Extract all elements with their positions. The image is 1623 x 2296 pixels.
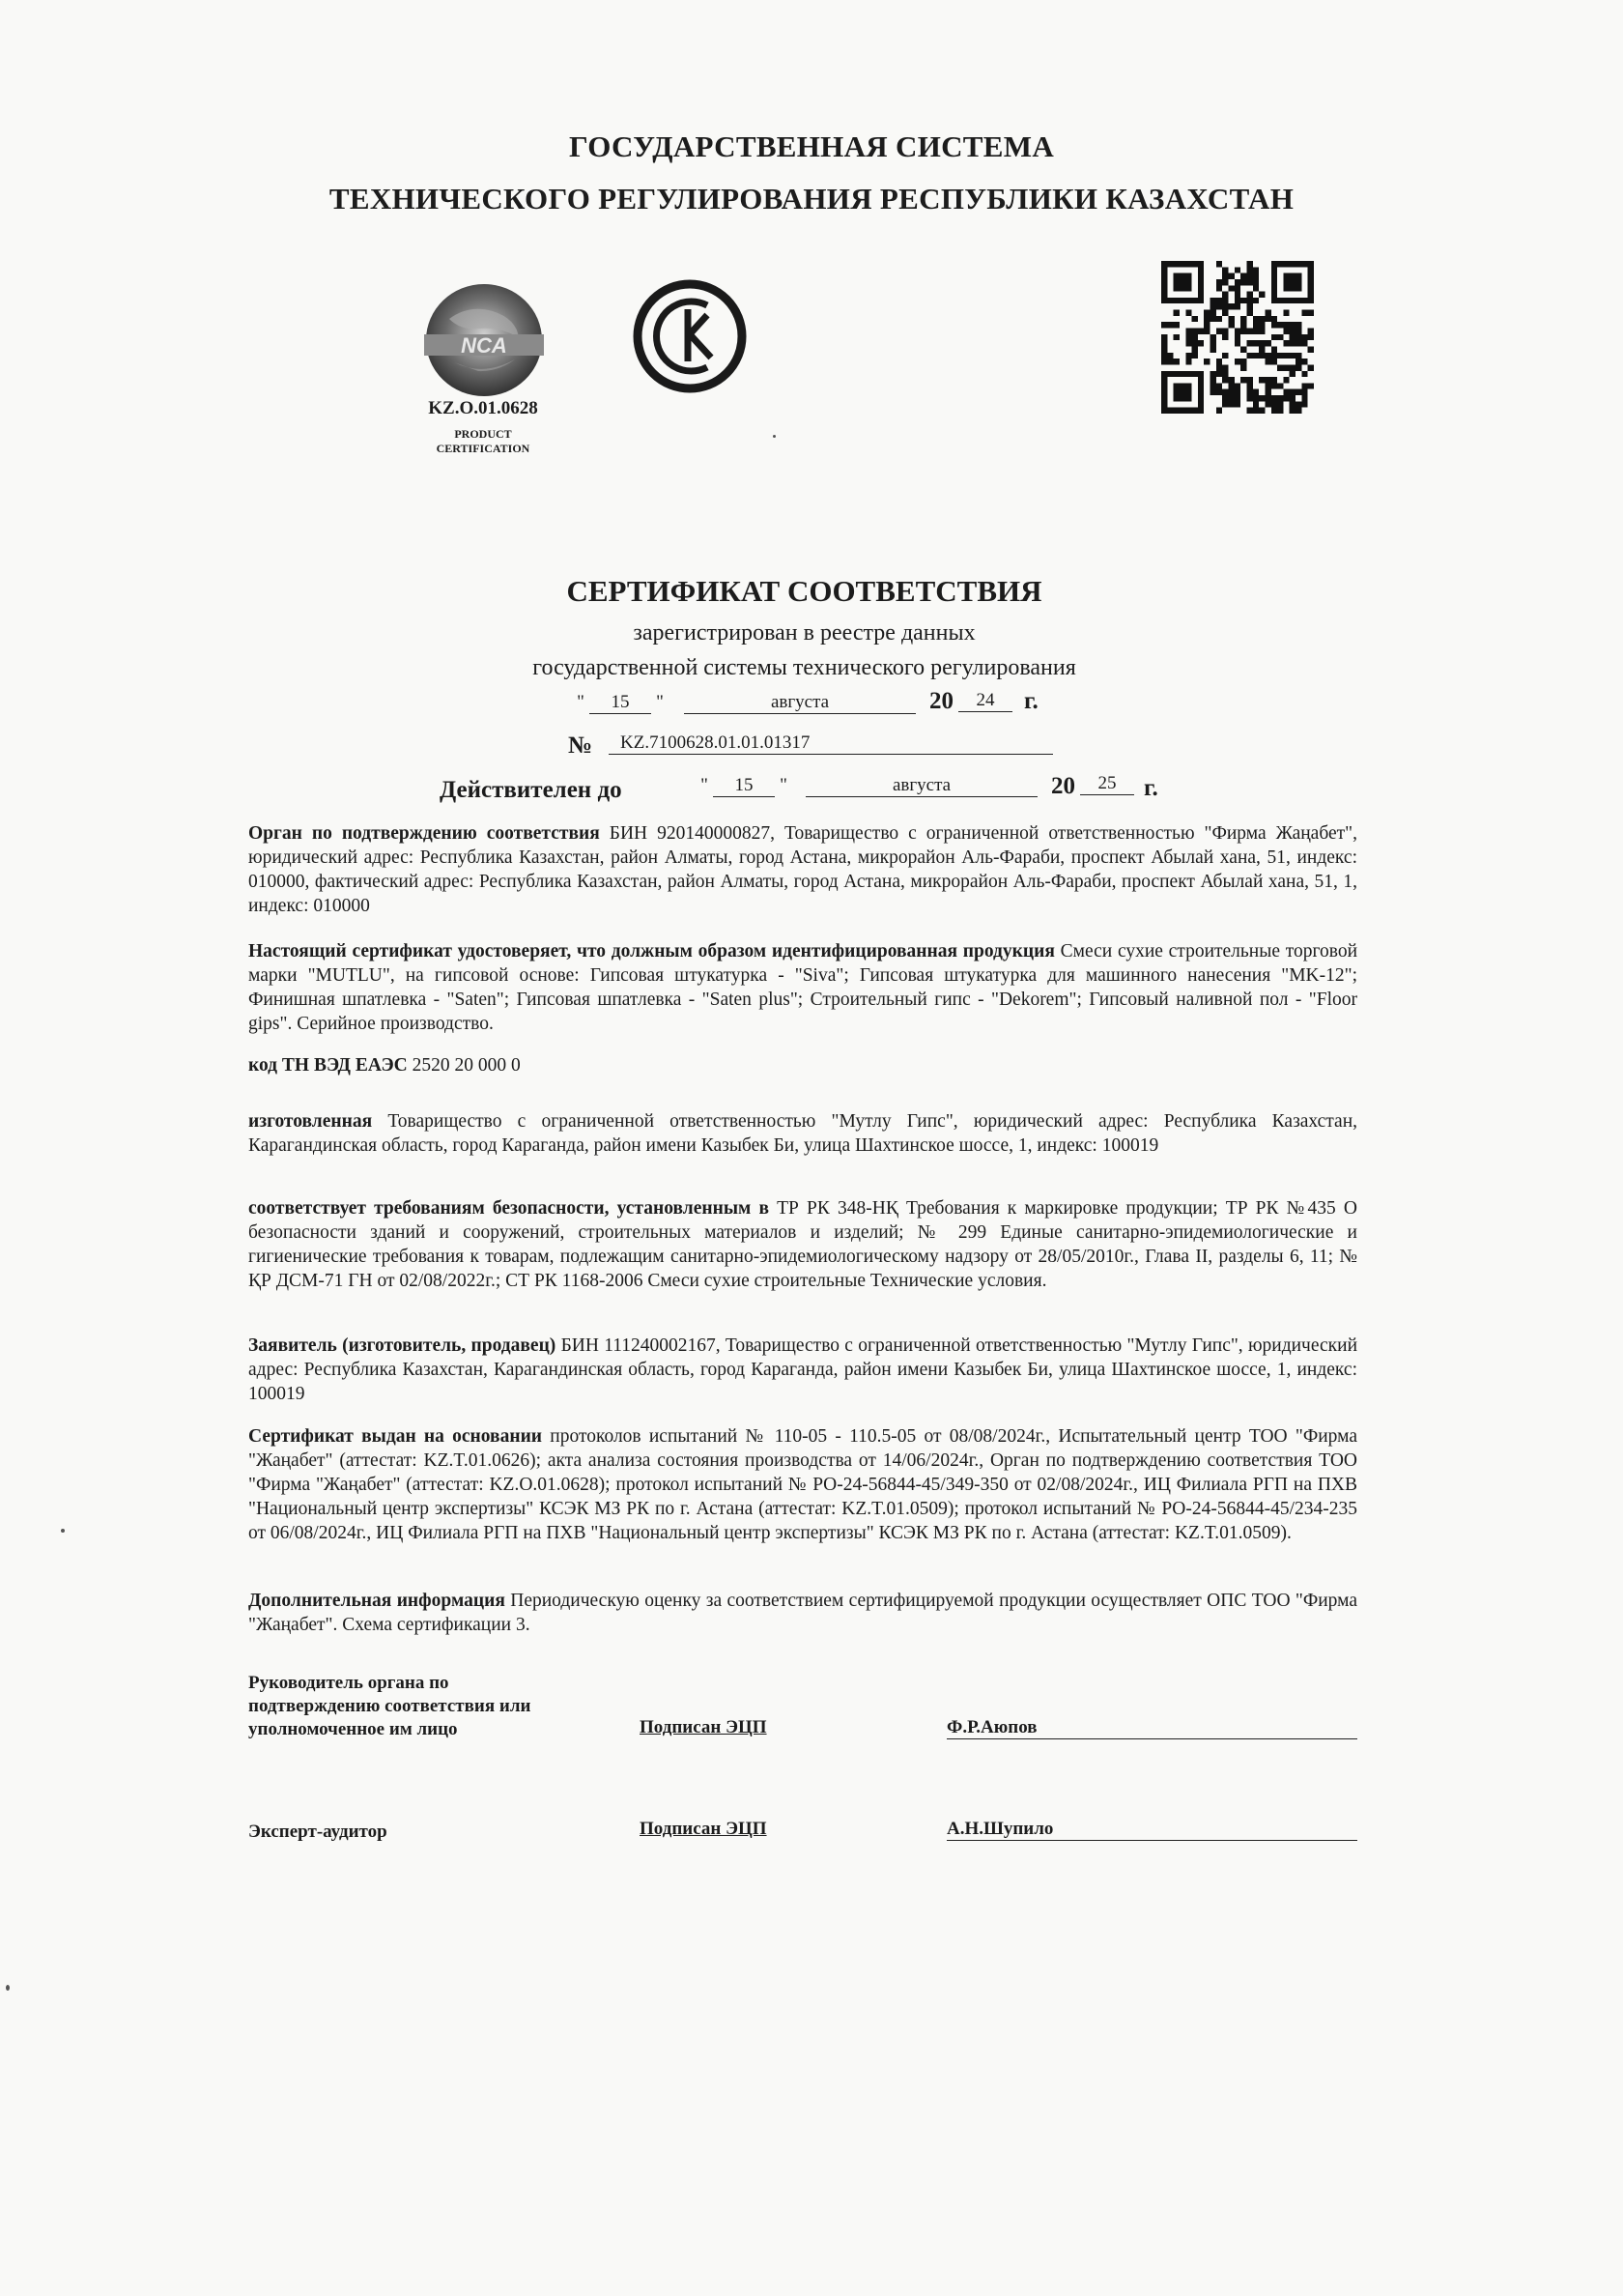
- kz-conformity-mark-icon: [630, 276, 750, 396]
- certificate-number: KZ.7100628.01.01.01317: [609, 732, 1053, 755]
- organ-text: БИН 920140000827, Товарищество с ограниченной ответственностью "Фирма Жаңабет", юридический адрес: Республика Казахстан, район Алматы, город Астана, микрорайон Аль-Фараби, проспект Абылай хана, 51, индекс: 010000, фактический адрес: Республика Казахстан, район Алматы, город Астана, микрорайон Аль-Фараби, проспект Абылай хана, 51, 1, индекс: 010000: [248, 823, 1358, 916]
- certificate-subtitle-2: государственной системы технического регулирования: [532, 655, 1076, 680]
- extra-text: Периодическую оценку за соответствием сертифицируемой продукции осуществляет ОПС ТОО "Фирма "Жаңабет". Схема сертификации 3.: [248, 1591, 1358, 1635]
- extra-paragraph: [248, 1589, 1357, 1637]
- code-paragraph: [248, 1053, 1357, 1077]
- certificate-subtitle-1: зарегистрирован в реестре данных: [633, 620, 976, 646]
- head-signatory-label: [248, 1672, 530, 1741]
- reg-month: августа: [684, 692, 916, 714]
- reg-year-prefix: 20: [929, 688, 954, 714]
- reg-year-word: г.: [1024, 688, 1039, 714]
- valid-quote-close: ": [780, 775, 787, 795]
- valid-until-label: Действителен до: [440, 777, 622, 803]
- made-label: изготовленная: [248, 1111, 373, 1132]
- product-paragraph: [248, 939, 1357, 1036]
- basis-label: Сертификат выдан на основании: [248, 1426, 543, 1447]
- seal-subtitle: [411, 427, 555, 456]
- valid-quote-open: ": [700, 775, 708, 795]
- reg-quote-close: ": [656, 692, 664, 712]
- extra-label: Дополнительная информация: [248, 1591, 505, 1611]
- applicant-paragraph: [248, 1334, 1357, 1406]
- seal-sub-product: PRODUCT: [454, 427, 512, 441]
- header-line-1: ГОСУДАРСТВЕННАЯ СИСТЕМА: [568, 129, 1055, 163]
- applicant-text: БИН 111240002167, Товарищество с ограниченной ответственностью "Мутлу Гипс", юридический адрес: Республика Казахстан, Карагандинская область, город Караганда, район имени Казыбек Би, улица Шахтинское шоссе, 1, индекс: 100019: [248, 1335, 1357, 1404]
- conforms-text: ТР РК 348-НҚ Требования к маркировке продукции; ТР РК №435 О безопасности зданий и сооружений, строительных материалов и изделий; № 299 Единые санитарно-эпидемиологические и гигиенические требования к товарам, подлежащим санитарно-эпидемиологическому надзору от 28/05/2010г., Глава II, разделы 6, 11; № ҚР ДСМ-71 ГН от 02/08/2022г.; СТ РК 1168-2006 Смеси сухие строительные Технические условия.: [248, 1198, 1358, 1291]
- reg-year-suffix: 24: [958, 690, 1012, 712]
- expert-label: Эксперт-аудитор: [248, 1822, 387, 1842]
- code-text: 2520 20 000 0: [412, 1055, 521, 1076]
- valid-year-prefix: 20: [1051, 773, 1075, 799]
- product-label: Настоящий сертификат удостоверяет, что должным образом идентифицированная продукция: [248, 941, 1055, 961]
- seal-code: KZ.O.01.0628: [428, 398, 538, 418]
- head-line-1: Руководитель органа по: [248, 1673, 449, 1693]
- head-line-3: уполномоченное им лицо: [248, 1719, 458, 1739]
- organ-paragraph: [248, 821, 1357, 918]
- code-label: код ТН ВЭД ЕАЭС: [248, 1055, 408, 1076]
- expert-name: А.Н.Шупило: [947, 1819, 1357, 1841]
- product-text: Смеси сухие строительные торговой марки "MUTLU", на гипсовой основе: Гипсовая штукатурка - "Siva"; Гипсовая штукатурка для машинного нанесения "MK-12"; Финишная шпатлевка - "Saten"; Гипсовая шпатлевка - "Saten plus"; Строительный гипс - "Dekorem"; Гипсовый наливной пол - "Floor gips". Серийное производство.: [248, 941, 1358, 1034]
- header-line-2: ТЕХНИЧЕСКОГО РЕГУЛИРОВАНИЯ РЕСПУБЛИКИ КАЗАХСТАН: [328, 182, 1295, 215]
- qr-code-icon: [1161, 261, 1314, 414]
- scan-speck: [61, 1529, 65, 1533]
- manufacturer-paragraph: [248, 1109, 1357, 1158]
- conforms-label: соответствует требованиям безопасности, установленным в: [248, 1198, 769, 1219]
- valid-year-suffix: 25: [1080, 773, 1134, 795]
- head-signatory-name: Ф.Р.Аюпов: [947, 1717, 1357, 1739]
- seal-text: NCA: [461, 333, 507, 358]
- nca-seal-logo: [411, 280, 555, 406]
- organ-label: Орган по подтверждению соответствия: [248, 823, 600, 844]
- applicant-label: Заявитель (изготовитель, продавец): [248, 1335, 556, 1356]
- conforms-paragraph: [248, 1196, 1357, 1293]
- certificate-title: СЕРТИФИКАТ СООТВЕТСТВИЯ: [566, 574, 1042, 608]
- seal-sub-certification: CERTIFICATION: [436, 442, 530, 455]
- valid-month: августа: [806, 775, 1038, 797]
- expert-signed-status: Подписан ЭЦП: [640, 1819, 767, 1839]
- scan-speck: [6, 1985, 10, 1991]
- made-text: Товарищество с ограниченной ответственностью "Мутлу Гипс", юридический адрес: Республика Казахстан, Карагандинская область, город Караганда, район имени Казыбек Би, улица Шахтинское шоссе, 1, индекс: 100019: [248, 1111, 1358, 1156]
- scan-speck: [773, 435, 776, 438]
- reg-quote-open: ": [577, 692, 584, 712]
- valid-year-word: г.: [1144, 775, 1158, 801]
- number-sign: №: [568, 732, 593, 759]
- head-line-2: подтверждению соответствия или: [248, 1696, 531, 1716]
- basis-text: протоколов испытаний № 110-05 - 110.5-05 от 08/08/2024г., Испытательный центр ТОО "Фирма "Жаңабет" (аттестат: KZ.T.01.0626); акта анализа состояния производства от 14/06/2024г., Орган по подтверждению соответствия ТОО "Фирма "Жаңабет" (аттестат: KZ.O.01.0628); протокол испытаний № PO-24-56844-45/349-350 от 02/08/2024г., ИЦ Филиала РГП на ПХВ "Национальный центр экспертизы" КСЭК МЗ РК по г. Астана (аттестат: KZ.T.01.0509); протокол испытаний № PO-24-56844-45/234-235 от 06/08/2024г., ИЦ Филиала РГП на ПХВ "Национальный центр экспертизы" КСЭК МЗ РК по г. Астана (аттестат: KZ.T.01.0509).: [248, 1426, 1357, 1543]
- valid-day: 15: [713, 775, 775, 797]
- head-signed-status: Подписан ЭЦП: [640, 1717, 767, 1737]
- basis-paragraph: [248, 1424, 1357, 1545]
- reg-day: 15: [589, 692, 651, 714]
